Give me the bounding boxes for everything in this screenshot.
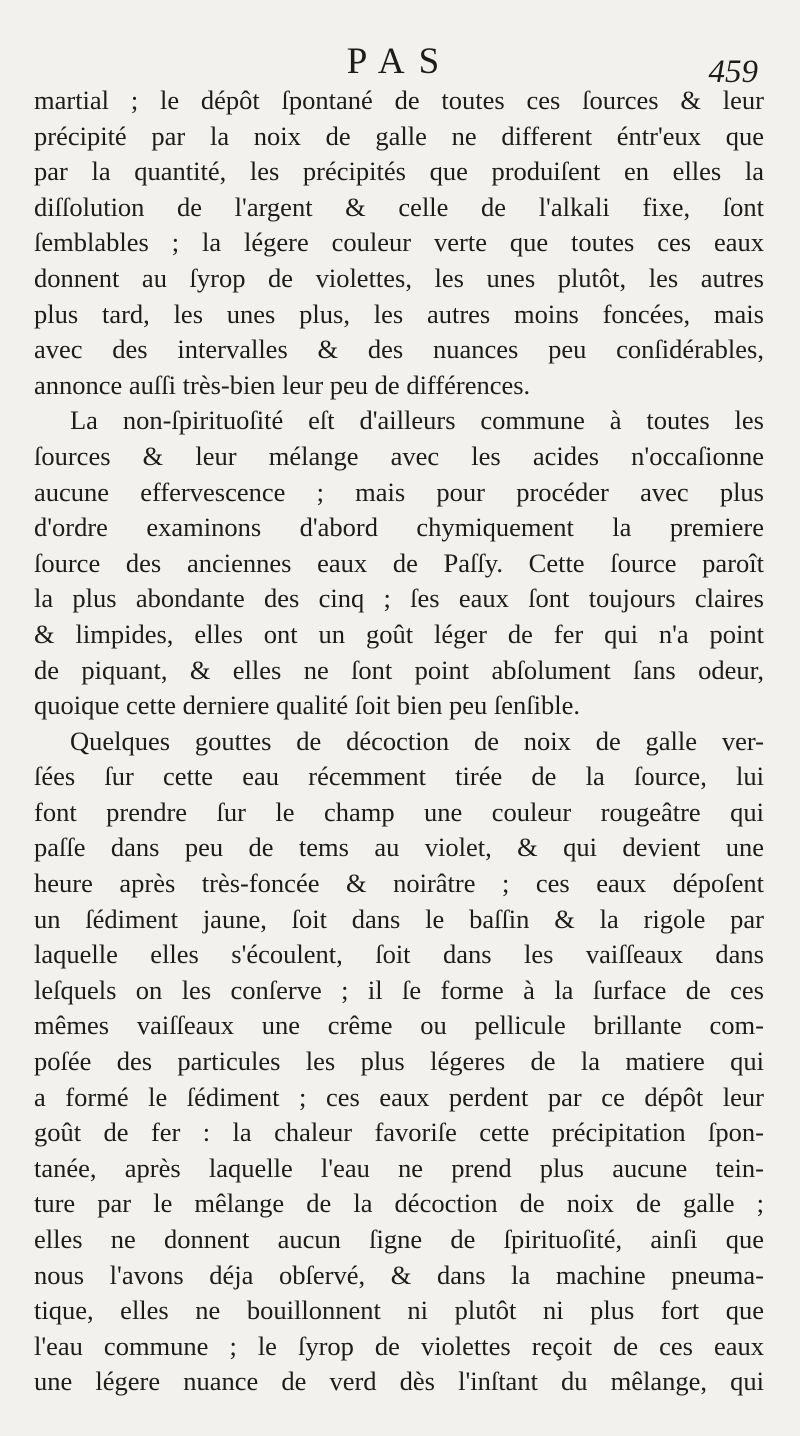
text-line: l'eau commune ; le ſyrop de violettes reçoit de ces eaux <box>34 1330 764 1361</box>
text-line: ſources & leur mélange avec les acides n'occaſionne <box>34 440 764 471</box>
text-line: tanée, après laquelle l'eau ne prend plus aucune tein- <box>34 1152 764 1183</box>
text-line: la plus abondante des cinq ; ſes eaux ſont toujours claires <box>34 583 764 614</box>
text-line: de piquant, & elles ne ſont point abſolument ſans odeur, <box>34 654 764 685</box>
text-line: une légere nuance de verd dès l'inſtant du mêlange, qui <box>34 1366 764 1397</box>
text-line: nous l'avons déja obſervé, & dans la machine pneuma- <box>34 1259 764 1290</box>
text-line: diſſolution de l'argent & celle de l'alkali fixe, ſont <box>34 191 764 222</box>
text-line: tique, elles ne bouillonnent ni plutôt ni plus fort que <box>34 1295 764 1326</box>
text-line: poſée des particules les plus légeres de la matiere qui <box>34 1046 764 1077</box>
text-line: par la quantité, les précipités que produiſent en elles la <box>34 156 764 187</box>
text-line: ſées ſur cette eau récemment tirée de la ſource, lui <box>34 761 764 792</box>
text-line: d'ordre examinons d'abord chymiquement la premiere <box>34 512 764 543</box>
text-line: ture par le mêlange de la décoction de noix de galle ; <box>34 1188 764 1219</box>
body-text <box>34 83 764 1400</box>
running-head: PAS <box>346 41 454 82</box>
text-line: paſſe dans peu de tems au violet, & qui devient une <box>34 832 764 863</box>
text-line: donnent au ſyrop de violettes, les unes plutôt, les autres <box>34 262 764 293</box>
text-line: font prendre ſur le champ une couleur rougeâtre qui <box>34 796 764 827</box>
paragraph-first-line: Quelques gouttes de décoction de noix de galle ver- <box>70 725 764 756</box>
text-line: mêmes vaiſſeaux une crême ou pellicule brillante com- <box>34 1010 764 1041</box>
text-line: goût de fer : la chaleur favoriſe cette précipitation ſpon- <box>34 1117 764 1148</box>
page-number: 459 <box>708 54 758 90</box>
text-line: annonce auſſi très-bien leur peu de différences. <box>34 369 531 400</box>
text-line: elles ne donnent aucun ſigne de ſpirituoſité, ainſi que <box>34 1224 764 1254</box>
text-line: leſquels on les conſerve ; il ſe forme à la ſurface de ces <box>34 974 764 1005</box>
text-line: & limpides, elles ont un goût léger de fer qui n'a point <box>34 618 764 649</box>
text-line: aucune effervescence ; mais pour procéder avec plus <box>34 476 764 507</box>
paragraph-first-line: La non-ſpirituoſité eſt d'ailleurs commune à toutes les <box>70 405 764 436</box>
text-line: plus tard, les unes plus, les autres moins foncées, mais <box>34 298 764 329</box>
text-line: martial ; le dépôt ſpontané de toutes ces ſources & leur <box>34 85 764 115</box>
text-line: laquelle elles s'écoulent, ſoit dans les vaiſſeaux dans <box>34 939 764 970</box>
text-line: ſource des anciennes eaux de Paſſy. Cette ſource paroît <box>34 547 764 578</box>
text-line: ſemblables ; la légere couleur verte que toutes ces eaux <box>34 227 764 258</box>
text-line: précipité par la noix de galle ne different éntr'eux que <box>34 120 764 151</box>
text-line: un ſédiment jaune, ſoit dans le baſſin & la rigole par <box>34 903 764 934</box>
text-line: avec des intervalles & des nuances peu conſidérables, <box>34 334 764 365</box>
text-line: heure après très-foncée & noirâtre ; ces eaux dépoſent <box>34 868 764 899</box>
text-line: a formé le ſédiment ; ces eaux perdent par ce dépôt leur <box>34 1081 764 1112</box>
page-header <box>0 38 800 90</box>
text-line: quoique cette derniere qualité ſoit bien peu ſenſible. <box>34 690 580 721</box>
